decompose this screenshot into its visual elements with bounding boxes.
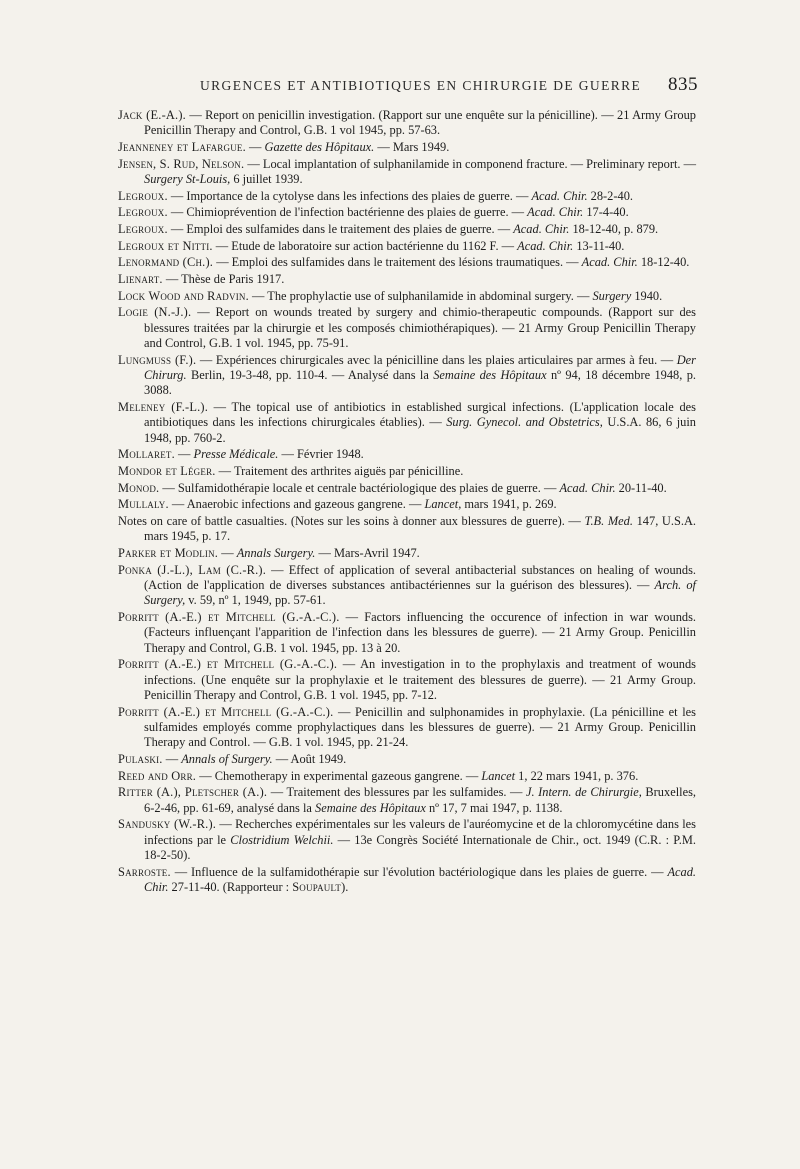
reference-text: — Chemotherapy in experimental gazeous gangrene. —	[196, 768, 482, 783]
reference-text: 1940.	[631, 288, 663, 303]
reference-text: — Factors influencing the occurence of infection in war wounds. (Facteurs influençant l'apparition de l'infection dans les blessures de guerre). — 21 Army Group. Penicillin Therapy and Control, G.B. 1 vol. 1945, pp. 13 à 20.	[144, 610, 696, 655]
reference-entry	[118, 497, 696, 512]
reference-entry	[118, 108, 696, 139]
reference-entry	[118, 239, 696, 254]
reference-text: — Effect of application of several antibacterial substances on healing of wounds. (Action de l'application de diverses substances antibactériennes sur la guérison des blessures). —	[144, 562, 696, 593]
reference-authors: Reed and Orr.	[118, 768, 197, 783]
reference-text: — Emploi des sulfamides dans le traitement des lésions traumatiques. —	[213, 255, 582, 270]
reference-source: Acad. Chir.	[144, 864, 696, 894]
reference-source: Semaine des Hôpitaux	[433, 368, 547, 383]
reference-text: — Traitement des arthrites aiguës par pénicilline.	[215, 464, 464, 478]
reference-text: 17-4-40.	[583, 205, 629, 220]
reference-text: — Traitement des blessures par les sulfamides. —	[267, 785, 526, 800]
reference-text: Berlin, 19-3-48, pp. 110-4. — Analysé dans la	[186, 368, 434, 383]
reference-text: v. 59, nº 1, 1949, pp. 57-61.	[185, 593, 326, 608]
reference-entry	[118, 657, 696, 703]
reference-source: Annals Surgery.	[236, 546, 316, 561]
reference-entry	[118, 189, 696, 204]
reference-authors: Jeanneney et Lafargue.	[118, 139, 246, 154]
reference-authors: Legroux.	[118, 188, 168, 203]
reference-text: — Report on penicillin investigation. (Rapport sur une enquête sur la pénicilline). — 21 Army Group Penicillin Therapy and Control, G.B. 1 vol 1945, pp. 57-63.	[144, 108, 696, 138]
reference-entry	[118, 272, 696, 287]
reference-text: — The prophylactie use of sulphanilamide in abdominal surgery. —	[248, 288, 593, 303]
reference-entry	[118, 157, 696, 188]
reference-entry	[118, 140, 696, 155]
reference-entry	[118, 546, 696, 561]
reference-authors: Sandusky (W.-R.).	[118, 817, 217, 832]
reference-entry	[118, 785, 696, 816]
reference-text: — Anaerobic infections and gazeous gangrene. —	[168, 497, 425, 512]
reference-entry	[118, 705, 696, 751]
reference-entry	[118, 481, 696, 496]
reference-authors: Legroux.	[118, 205, 168, 220]
reference-authors: Monod.	[118, 480, 160, 495]
reference-source: Lancet,	[424, 497, 462, 512]
reference-text: 28-2-40.	[587, 188, 633, 203]
reference-authors: Parker et Modlin.	[118, 546, 219, 561]
reference-source: Acad. Chir.	[513, 222, 570, 237]
reference-text: Notes on care of battle casualties. (Notes sur les soins à donner aux blessures de guerre). —	[118, 514, 585, 529]
reference-text: — Expériences chirurgicales avec la pénicilline dans les plaies articulaires par armes à feu. —	[196, 352, 677, 367]
reference-entry	[118, 400, 696, 446]
reference-text: 1, 22 mars 1941, p. 376.	[515, 768, 639, 783]
reference-entry	[118, 205, 696, 220]
reference-authors: Porritt (A.-E.) et Mitchell (G.-A.-C.).	[118, 704, 334, 719]
reference-text: — Mars 1949.	[374, 139, 450, 154]
reference-entry	[118, 289, 696, 304]
reference-source: J. Intern. de Chirurgie,	[526, 785, 642, 800]
reference-entry	[118, 464, 696, 479]
reference-source: T.B. Med.	[584, 514, 633, 529]
reference-text: — Local implantation of sulphanilamide in componend fracture. — Preliminary report. —	[244, 156, 696, 171]
reference-text: 6 juillet 1939.	[230, 171, 303, 186]
reference-entry	[118, 865, 696, 896]
reference-source: Acad. Chir.	[531, 188, 588, 203]
reference-entry	[118, 563, 696, 609]
reference-authors: Legroux et Nitti.	[118, 238, 213, 253]
reference-text: — Sulfamidothérapie locale et centrale bactériologique des plaies de guerre. —	[159, 480, 560, 495]
reference-text: U.S.A. 86, 6 juin 1948, pp. 760-2.	[144, 415, 696, 445]
reference-authors: Pulaski.	[118, 751, 163, 766]
reference-text: ).	[341, 879, 349, 894]
reference-text: — Emploi des sulfamides dans le traitement des plaies de guerre. —	[167, 222, 514, 237]
reference-source: Der Chirurg.	[144, 352, 697, 383]
reference-authors: Legroux.	[118, 222, 168, 237]
reference-entry	[118, 222, 696, 237]
reference-entry	[118, 447, 696, 462]
reference-authors: Jensen, S. Rud, Nelson.	[118, 156, 245, 171]
running-title: URGENCES ET ANTIBIOTIQUES EN CHIRURGIE DE GUERRE	[200, 78, 642, 93]
reference-text: — Chimioprévention de l'infection bactérienne des plaies de guerre. —	[167, 205, 528, 220]
reference-text: —	[218, 546, 237, 561]
reference-text: — Thèse de Paris 1917.	[162, 272, 285, 287]
reference-source: Annals of Surgery.	[181, 751, 273, 766]
reference-text: mars 1941, p. 269.	[461, 497, 557, 512]
reference-authors: Mullaly.	[118, 497, 169, 512]
reference-text: —	[162, 751, 182, 766]
reference-list	[118, 108, 696, 896]
reference-entry	[118, 353, 696, 399]
reference-text: — 13e Congrès Société Internationale de Chir., oct. 1949 (C.R. : P.M. 18-2-50).	[144, 832, 696, 862]
reference-authors: Logie (N.-J.).	[118, 305, 192, 320]
reference-text: 13-11-40.	[573, 238, 625, 253]
reference-text: 18-12-40, p. 879.	[569, 222, 659, 237]
reference-entry	[118, 514, 696, 545]
reference-entry	[118, 752, 696, 767]
reference-source: Presse Médicale.	[193, 447, 279, 462]
reference-source: Acad. Chir.	[517, 238, 574, 253]
reference-source: Arch. of Surgery,	[144, 578, 696, 608]
reference-text: — Penicillin and sulphonamides in prophylaxie. (La pénicilline et les sulfamides employés comme prophylactiques dans les blessures de guerre). — 21 Army Group. Penicillin Therapy and Control. — G.B. 1 vol. 1945, pp. 21-24.	[144, 704, 696, 750]
reference-source: Acad. Chir.	[581, 255, 638, 270]
reference-text: — Mars-Avril 1947.	[315, 546, 420, 561]
reference-source: Gazette des Hôpitaux.	[264, 139, 375, 154]
reference-source: Semaine des Hôpitaux	[315, 800, 426, 815]
reference-text: 18-12-40.	[637, 255, 690, 270]
reference-authors: Porritt (A.-E.) et Mitchell (G.-A.-C.).	[118, 610, 340, 625]
reference-authors: Lenormand (Ch.).	[118, 255, 214, 270]
reference-text: — Importance de la cytolyse dans les infections des plaies de guerre. —	[167, 188, 532, 203]
reference-authors: Lungmuss (F.).	[118, 352, 197, 367]
page-header	[118, 74, 698, 96]
reference-authors: Lienart.	[118, 272, 163, 287]
reference-source: Surgery	[592, 288, 632, 303]
reference-source: Clostridium Welchii.	[230, 832, 334, 847]
reference-text: — Août 1949.	[272, 751, 347, 766]
reference-authors: Jack (E.-A.).	[118, 108, 186, 122]
reference-authors: Mollaret.	[118, 447, 175, 462]
reference-text: —	[245, 139, 265, 154]
reference-text: — Influence de la sulfamidothérapie sur l'évolution bactériologique dans les plaies de guerre. —	[170, 864, 668, 879]
reference-text: — The topical use of antibiotics in established surgical infections. (L'application locale des antibiotiques dans les infections chirurgicales établies). —	[144, 400, 696, 430]
page-number: 835	[668, 74, 698, 95]
reference-entry	[118, 255, 696, 270]
reference-authors: Sarroste.	[118, 864, 171, 879]
reference-authors: Lock Wood and Radvin.	[118, 288, 249, 303]
reference-text: nº 94, 18 décembre 1948, p. 3088.	[144, 368, 696, 398]
reference-text: Bruxelles, 6-2-46, pp. 61-69, analysé dans la	[144, 785, 696, 815]
reference-text: 27-11-40. (Rapporteur :	[168, 879, 293, 894]
reference-entry	[118, 610, 696, 656]
reference-source: Surg. Gynecol. and Obstetrics,	[446, 415, 603, 430]
reference-entry	[118, 305, 696, 351]
reference-text: nº 17, 7 mai 1947, p. 1138.	[425, 800, 563, 815]
reference-text: —	[174, 447, 194, 462]
reference-authors: Soupault	[292, 879, 342, 894]
reference-text: 147, U.S.A. mars 1945, p. 17.	[144, 514, 697, 544]
reference-text: — Etude de laboratoire sur action bactérienne du 1162 F. —	[212, 238, 518, 253]
reference-source: Lancet	[481, 768, 516, 783]
reference-source: Acad. Chir.	[559, 480, 616, 495]
reference-authors: Meleney (F.-L.).	[118, 400, 209, 415]
reference-text: — Recherches expérimentales sur les valeurs de l'auréomycine et de la chloromycétine dans les infections par le	[144, 817, 696, 847]
reference-authors: Porritt (A.-E.) et Mitchell (G.-A.-C.).	[118, 657, 338, 672]
reference-authors: Mondor et Léger.	[118, 464, 216, 478]
reference-text: — An investigation in to the prophylaxis and treatment of wounds infections. (Une enquête sur la prophylaxie et le traitement des blessures de guerre). — 21 Army Group. Penicillin Therapy and Control, G.B. 1 vol. 1945, pp. 7-12.	[144, 657, 697, 702]
reference-text: — Février 1948.	[278, 447, 364, 462]
reference-entry	[118, 769, 696, 784]
reference-text: — Report on wounds treated by surgery and chimio-therapeutic compounds. (Rapport sur des blessures traitées par la chirurgie et les composés chimiothérapiques). — 21 Army Group Penicillin Therapy and Control, G.B. 1 vol. 1945, pp. 75-91.	[144, 305, 696, 351]
reference-entry	[118, 817, 696, 863]
reference-authors: Ponka (J.-L.), Lam (C.-R.).	[118, 562, 267, 577]
reference-source: Acad. Chir.	[527, 205, 584, 220]
reference-authors: Ritter (A.), Pletscher (A.).	[118, 785, 268, 800]
reference-text: 20-11-40.	[615, 480, 667, 495]
reference-source: Surgery St-Louis,	[144, 171, 231, 186]
